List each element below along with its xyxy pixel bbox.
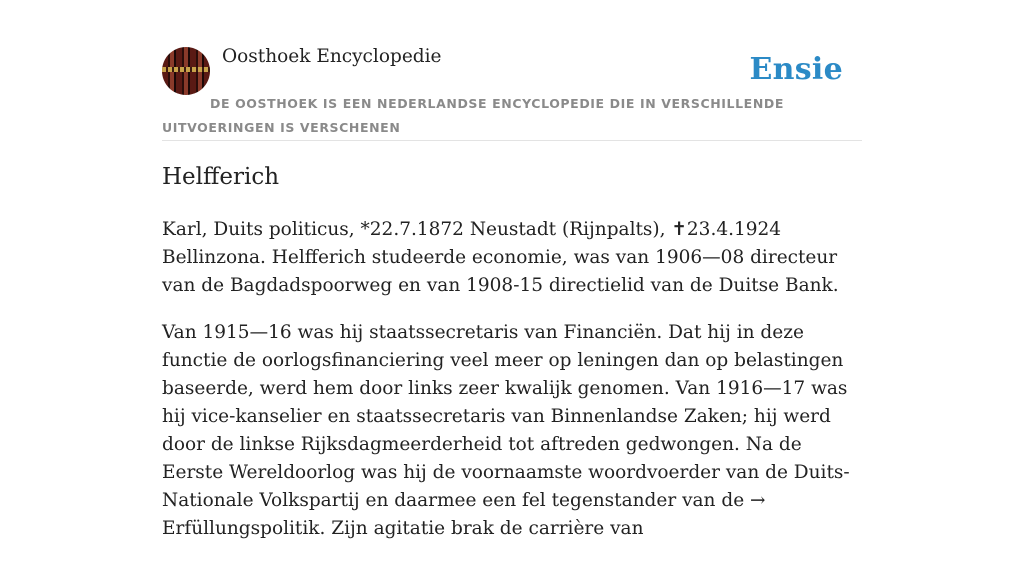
site-header [162, 0, 862, 141]
ensie-logo-link[interactable]: Ensie [749, 52, 843, 87]
erfullungspolitik-link[interactable]: → Erfüllungspolitik [162, 490, 766, 539]
site-tagline: DE OOSTHOEK IS EEN NEDERLANDSE ENCYCLOPEDIE DIE IN VERSCHILLENDE UITVOERINGEN IS VERSCHENEN [162, 96, 784, 135]
page-container [162, 0, 862, 539]
paragraph-text-continued: . Zijn agitatie brak de carrière van [319, 518, 644, 539]
article-body [162, 216, 867, 562]
paragraph-text: Van 1915—16 was hij staatssecretaris van Financiën. Dat hij in deze functie de oorlogsfinanciering veel meer op leningen dan op belastingen baseerde, werd hem door links zeer kwalijk genomen. Van 1916—17 was hij vice-kanselier en staatssecretaris van Binnenlandse Zaken; hij werd door de linkse Rijksdagmeerderheid tot aftreden gedwongen. Na de Eerste Wereldoorlog was hij de voornaamste woordvoerder van de Duits-Nationale Volkspartij en daarmee een fel tegenstander van de [162, 322, 850, 511]
article-paragraph-1: Karl, Duits politicus, *22.7.1872 Neustadt (Rijnpalts), ✝23.4.1924 Bellinzona. Helfferich studeerde economie, was van 1906—08 directeur van de Bagdadspoorweg en van 1908-15 directielid van de Duitse Bank. [162, 219, 839, 296]
article-paragraph-2 [162, 319, 867, 543]
page-title: Helfferich [162, 164, 280, 190]
site-title[interactable]: Oosthoek Encyclopedie [222, 46, 442, 67]
books-avatar-icon[interactable] [162, 47, 210, 95]
